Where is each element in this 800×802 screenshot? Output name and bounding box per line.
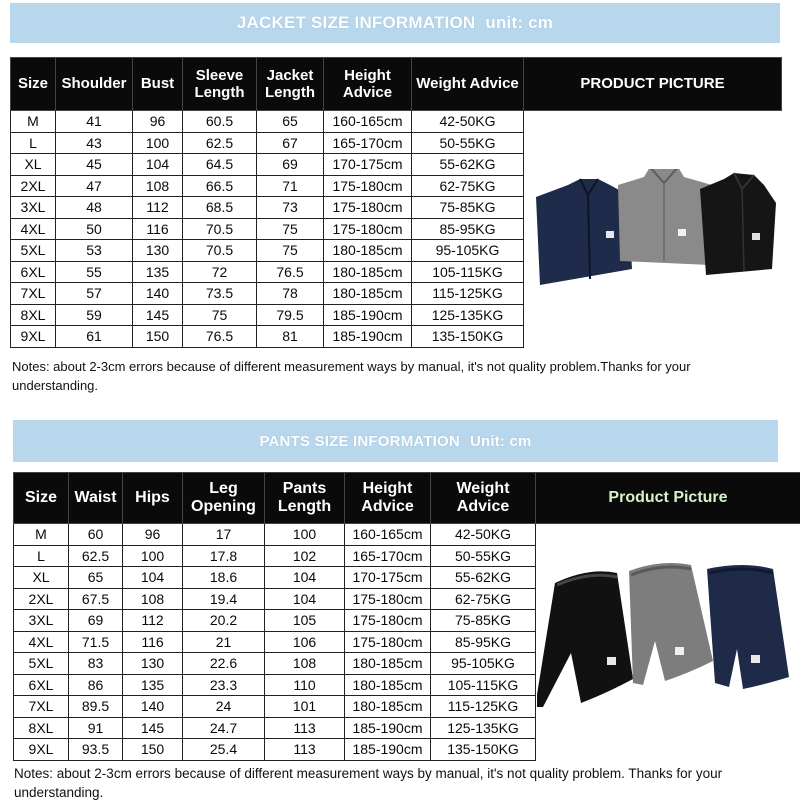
pants-value-cell: 108: [265, 653, 345, 675]
pants-value-cell: 25.4: [183, 739, 265, 761]
pants-value-cell: 105: [265, 610, 345, 632]
jacket-value-cell: 75-85KG: [412, 197, 524, 219]
pants-value-cell: 23.3: [183, 674, 265, 696]
pants-value-cell: 91: [69, 717, 123, 739]
pants-value-cell: 180-185cm: [345, 653, 431, 675]
pants-size-label-cell: 9XL: [14, 739, 69, 761]
pants-value-cell: 83: [69, 653, 123, 675]
pants-value-cell: 104: [123, 567, 183, 589]
pants-value-cell: 93.5: [69, 739, 123, 761]
jacket-banner-unit: unit: cm: [485, 13, 553, 33]
pants-product-image: [537, 557, 799, 727]
jacket-product-picture: [524, 111, 782, 348]
pants-value-cell: 105-115KG: [431, 674, 536, 696]
pants-value-cell: 65: [69, 567, 123, 589]
jacket-value-cell: 69: [257, 154, 324, 176]
pants-value-cell: 95-105KG: [431, 653, 536, 675]
pants-value-cell: 180-185cm: [345, 674, 431, 696]
pants-size-label-cell: 5XL: [14, 653, 69, 675]
pants-value-cell: 125-135KG: [431, 717, 536, 739]
pants-value-cell: 130: [123, 653, 183, 675]
jacket-value-cell: 61: [56, 326, 133, 348]
pants-size-label-cell: M: [14, 524, 69, 546]
jacket-value-cell: 55-62KG: [412, 154, 524, 176]
jacket-value-cell: 170-175cm: [324, 154, 412, 176]
jacket-size-label-cell: 9XL: [11, 326, 56, 348]
pants-size-label-cell: XL: [14, 567, 69, 589]
jacket-value-cell: 150: [133, 326, 183, 348]
pants-value-cell: 160-165cm: [345, 524, 431, 546]
jacket-product-picture-label: PRODUCT PICTURE: [524, 58, 782, 111]
pants-value-cell: 165-170cm: [345, 545, 431, 567]
jacket-value-cell: 76.5: [183, 326, 257, 348]
jacket-value-cell: 64.5: [183, 154, 257, 176]
pants-value-cell: 86: [69, 674, 123, 696]
jacket-header-cell: Height Advice: [324, 58, 412, 111]
pants-value-cell: 100: [123, 545, 183, 567]
pants-value-cell: 89.5: [69, 696, 123, 718]
pants-value-cell: 20.2: [183, 610, 265, 632]
pants-value-cell: 185-190cm: [345, 717, 431, 739]
pants-value-cell: 67.5: [69, 588, 123, 610]
jacket-value-cell: 81: [257, 326, 324, 348]
jacket-size-label-cell: 4XL: [11, 218, 56, 240]
pants-value-cell: 113: [265, 717, 345, 739]
jacket-banner-title: JACKET SIZE INFORMATION: [237, 13, 476, 33]
pants-value-cell: 75-85KG: [431, 610, 536, 632]
jacket-value-cell: 180-185cm: [324, 240, 412, 262]
navy-jacket-image: [536, 179, 632, 285]
pants-value-cell: 24.7: [183, 717, 265, 739]
jacket-value-cell: 165-170cm: [324, 132, 412, 154]
jacket-value-cell: 116: [133, 218, 183, 240]
pants-value-cell: 24: [183, 696, 265, 718]
jacket-value-cell: 104: [133, 154, 183, 176]
jacket-size-row: [11, 111, 782, 133]
pants-value-cell: 104: [265, 567, 345, 589]
pants-value-cell: 22.6: [183, 653, 265, 675]
jacket-size-label-cell: 3XL: [11, 197, 56, 219]
pants-header-cell: Height Advice: [345, 473, 431, 524]
pants-value-cell: 18.6: [183, 567, 265, 589]
jacket-size-banner: [10, 3, 780, 43]
pants-header-cell: Hips: [123, 473, 183, 524]
pants-size-banner: [13, 420, 778, 462]
pants-header-cell: Weight Advice: [431, 473, 536, 524]
pants-header-cell: Size: [14, 473, 69, 524]
pants-value-cell: 115-125KG: [431, 696, 536, 718]
pants-value-cell: 135-150KG: [431, 739, 536, 761]
pants-header-cell: Waist: [69, 473, 123, 524]
gray-shorts-image: [629, 563, 713, 685]
pants-value-cell: 62.5: [69, 545, 123, 567]
jacket-value-cell: 96: [133, 111, 183, 133]
jacket-value-cell: 75: [257, 240, 324, 262]
pants-value-cell: 21: [183, 631, 265, 653]
jacket-value-cell: 112: [133, 197, 183, 219]
jacket-header-cell: Jacket Length: [257, 58, 324, 111]
jacket-value-cell: 70.5: [183, 218, 257, 240]
jacket-header-cell: Bust: [133, 58, 183, 111]
pants-size-row: [14, 524, 800, 546]
jacket-value-cell: 180-185cm: [324, 261, 412, 283]
pants-value-cell: 101: [265, 696, 345, 718]
jacket-value-cell: 42-50KG: [412, 111, 524, 133]
jacket-value-cell: 75: [183, 304, 257, 326]
jacket-value-cell: 79.5: [257, 304, 324, 326]
jacket-value-cell: 180-185cm: [324, 283, 412, 305]
pants-value-cell: 145: [123, 717, 183, 739]
pants-value-cell: 62-75KG: [431, 588, 536, 610]
black-shorts-image: [537, 571, 633, 707]
jacket-size-label-cell: 5XL: [11, 240, 56, 262]
jacket-value-cell: 71: [257, 175, 324, 197]
pants-value-cell: 60: [69, 524, 123, 546]
pants-value-cell: 170-175cm: [345, 567, 431, 589]
pants-value-cell: 175-180cm: [345, 631, 431, 653]
jacket-value-cell: 43: [56, 132, 133, 154]
jacket-header-cell: Sleeve Length: [183, 58, 257, 111]
navy-shorts-image: [707, 565, 789, 689]
jacket-value-cell: 85-95KG: [412, 218, 524, 240]
jacket-size-label-cell: 6XL: [11, 261, 56, 283]
pants-value-cell: 55-62KG: [431, 567, 536, 589]
pants-value-cell: 42-50KG: [431, 524, 536, 546]
jacket-size-label-cell: 2XL: [11, 175, 56, 197]
pants-product-picture-label: Product Picture: [536, 473, 800, 524]
pants-value-cell: 17: [183, 524, 265, 546]
jacket-value-cell: 50-55KG: [412, 132, 524, 154]
pants-size-label-cell: 4XL: [14, 631, 69, 653]
jacket-value-cell: 45: [56, 154, 133, 176]
pants-value-cell: 96: [123, 524, 183, 546]
pants-size-label-cell: 8XL: [14, 717, 69, 739]
jacket-value-cell: 145: [133, 304, 183, 326]
jacket-value-cell: 48: [56, 197, 133, 219]
pants-value-cell: 110: [265, 674, 345, 696]
jacket-size-label-cell: L: [11, 132, 56, 154]
pants-value-cell: 135: [123, 674, 183, 696]
jacket-value-cell: 70.5: [183, 240, 257, 262]
jacket-value-cell: 175-180cm: [324, 197, 412, 219]
pants-value-cell: 71.5: [69, 631, 123, 653]
pants-value-cell: 113: [265, 739, 345, 761]
pants-value-cell: 104: [265, 588, 345, 610]
jacket-value-cell: 130: [133, 240, 183, 262]
pants-size-table: [13, 472, 800, 761]
pants-value-cell: 50-55KG: [431, 545, 536, 567]
jacket-value-cell: 100: [133, 132, 183, 154]
pants-value-cell: 85-95KG: [431, 631, 536, 653]
pants-size-label-cell: L: [14, 545, 69, 567]
pants-value-cell: 19.4: [183, 588, 265, 610]
jacket-value-cell: 185-190cm: [324, 326, 412, 348]
jacket-value-cell: 115-125KG: [412, 283, 524, 305]
black-jacket-image: [700, 173, 776, 275]
pants-value-cell: 175-180cm: [345, 588, 431, 610]
pants-value-cell: 106: [265, 631, 345, 653]
jacket-size-label-cell: M: [11, 111, 56, 133]
pants-value-cell: 100: [265, 524, 345, 546]
jacket-value-cell: 73.5: [183, 283, 257, 305]
jacket-value-cell: 135-150KG: [412, 326, 524, 348]
gray-jacket-image: [618, 169, 712, 265]
jacket-value-cell: 60.5: [183, 111, 257, 133]
jacket-value-cell: 78: [257, 283, 324, 305]
jacket-value-cell: 55: [56, 261, 133, 283]
pants-banner-title: PANTS SIZE INFORMATION: [259, 433, 460, 450]
jacket-value-cell: 66.5: [183, 175, 257, 197]
jacket-value-cell: 62-75KG: [412, 175, 524, 197]
pants-notes: Notes: about 2-3cm errors because of different measurement ways by manual, it's not quality problem. Thanks for your understanding.: [14, 764, 784, 802]
jacket-value-cell: 125-135KG: [412, 304, 524, 326]
jacket-value-cell: 175-180cm: [324, 218, 412, 240]
pants-value-cell: 112: [123, 610, 183, 632]
jacket-value-cell: 95-105KG: [412, 240, 524, 262]
pants-header-cell: Leg Opening: [183, 473, 265, 524]
jacket-product-image: [528, 169, 778, 289]
jacket-size-table: [10, 57, 782, 348]
jacket-value-cell: 76.5: [257, 261, 324, 283]
pants-banner-unit: Unit: cm: [470, 433, 532, 450]
jacket-value-cell: 140: [133, 283, 183, 305]
jacket-value-cell: 75: [257, 218, 324, 240]
jacket-value-cell: 135: [133, 261, 183, 283]
jacket-value-cell: 57: [56, 283, 133, 305]
jacket-value-cell: 59: [56, 304, 133, 326]
pants-header-row: [14, 473, 800, 524]
jacket-header-cell: Shoulder: [56, 58, 133, 111]
jacket-value-cell: 160-165cm: [324, 111, 412, 133]
jacket-value-cell: 68.5: [183, 197, 257, 219]
pants-value-cell: 17.8: [183, 545, 265, 567]
jacket-size-label-cell: 8XL: [11, 304, 56, 326]
jacket-value-cell: 65: [257, 111, 324, 133]
pants-value-cell: 116: [123, 631, 183, 653]
pants-size-label-cell: 3XL: [14, 610, 69, 632]
pants-value-cell: 102: [265, 545, 345, 567]
pants-size-label-cell: 6XL: [14, 674, 69, 696]
jacket-value-cell: 41: [56, 111, 133, 133]
pants-value-cell: 180-185cm: [345, 696, 431, 718]
jacket-value-cell: 108: [133, 175, 183, 197]
jacket-notes: Notes: about 2-3cm errors because of different measurement ways by manual, it's not quality problem.Thanks for your understanding.: [12, 357, 772, 395]
pants-value-cell: 150: [123, 739, 183, 761]
pants-value-cell: 108: [123, 588, 183, 610]
pants-value-cell: 175-180cm: [345, 610, 431, 632]
pants-value-cell: 140: [123, 696, 183, 718]
jacket-size-label-cell: 7XL: [11, 283, 56, 305]
pants-value-cell: 185-190cm: [345, 739, 431, 761]
jacket-header-cell: Size: [11, 58, 56, 111]
jacket-value-cell: 72: [183, 261, 257, 283]
jacket-value-cell: 73: [257, 197, 324, 219]
jacket-header-row: [11, 58, 782, 111]
jacket-value-cell: 47: [56, 175, 133, 197]
jacket-value-cell: 53: [56, 240, 133, 262]
pants-header-cell: Pants Length: [265, 473, 345, 524]
jacket-value-cell: 62.5: [183, 132, 257, 154]
jacket-header-cell: Weight Advice: [412, 58, 524, 111]
pants-product-picture: [536, 524, 800, 761]
pants-size-label-cell: 2XL: [14, 588, 69, 610]
jacket-value-cell: 67: [257, 132, 324, 154]
jacket-value-cell: 175-180cm: [324, 175, 412, 197]
jacket-value-cell: 105-115KG: [412, 261, 524, 283]
jacket-value-cell: 50: [56, 218, 133, 240]
pants-size-label-cell: 7XL: [14, 696, 69, 718]
pants-value-cell: 69: [69, 610, 123, 632]
jacket-size-label-cell: XL: [11, 154, 56, 176]
jacket-value-cell: 185-190cm: [324, 304, 412, 326]
